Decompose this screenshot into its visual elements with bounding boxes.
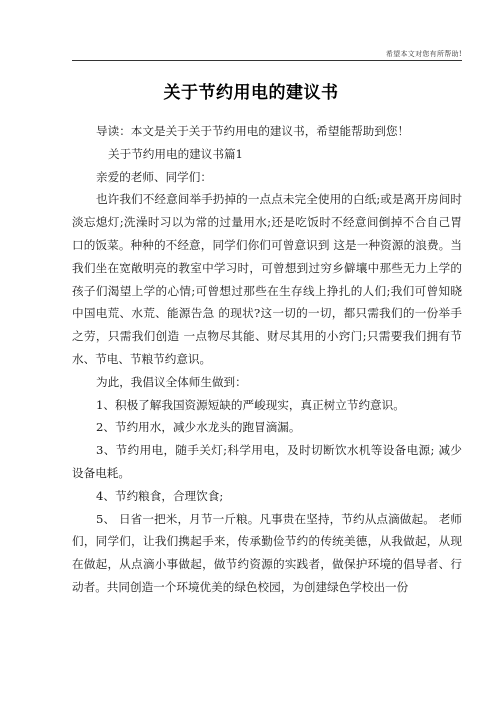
paragraph-item-2: 2、节约用水，减少水龙头的跑冒滴漏。: [96, 420, 301, 435]
paragraph-intro: 导读：本文是关于关于节约用电的建议书，希望能帮助到您！: [96, 124, 410, 138]
paragraph-item-4: 4、节约粮食，合理饮食;: [96, 488, 224, 503]
paragraph-item-1: 1、积极了解我国资源短缺的严峻现实，真正树立节约意识。: [96, 397, 405, 412]
document-title: 关于节约用电的建议书: [163, 83, 339, 103]
document-body: [72, 120, 462, 599]
paragraph-item-5: 5、 日省一把米，月节一斤粮。凡事贵在坚持，节约从点滴做起。 老师们，同学们，让我们携起手来，传承勤俭节约的传统美德，从我做起，从现在做起，从点滴小事做起，做节约资源的实践者，做保护环境的倡导者、行动者。共同创造一个环境优美的绿色校园，为创建绿色学校出一份: [72, 511, 462, 594]
header-note: 希望本文对您有所帮助!: [385, 50, 462, 58]
paragraph-section-heading: 关于节约用电的建议书篇1: [108, 146, 243, 161]
paragraph-body-main: 也许我们不经意间举手扔掉的一点点未完全使用的白纸;或是离开房间时淡忘熄灯;洗澡时习以为常的过量用水;还是吃饭时不经意间倒掉不合自己胃口的饭菜。种种的不经意，同学们你们可曾意识到 这是一种资源的浪费。当我们坐在宽敞明亮的教室中学习时，可曾想到过穷乡僻壤中那些无力上学的孩子们渴望上学的心情;可曾想过那些在生存线上挣扎的人们;我们可曾知晓中国电荒、水荒、能源告急 的现状?这一切的一切，都只需我们的一份举手之劳，只需我们创造 一点物尽其能、财尽其用的小窍门;只需要我们拥有节水、节电、节粮节约意识。: [72, 192, 462, 366]
header-rule: [72, 60, 462, 61]
paragraph-item-3: 3、节约用电，随手关灯;科学用电，及时切断饮水机等设备电源; 减少设备电耗。: [72, 443, 462, 480]
paragraph-proposal-lead: 为此，我倡议全体师生做到：: [96, 374, 247, 389]
paragraph-greeting: 亲爱的老师、同学们：: [96, 169, 212, 184]
